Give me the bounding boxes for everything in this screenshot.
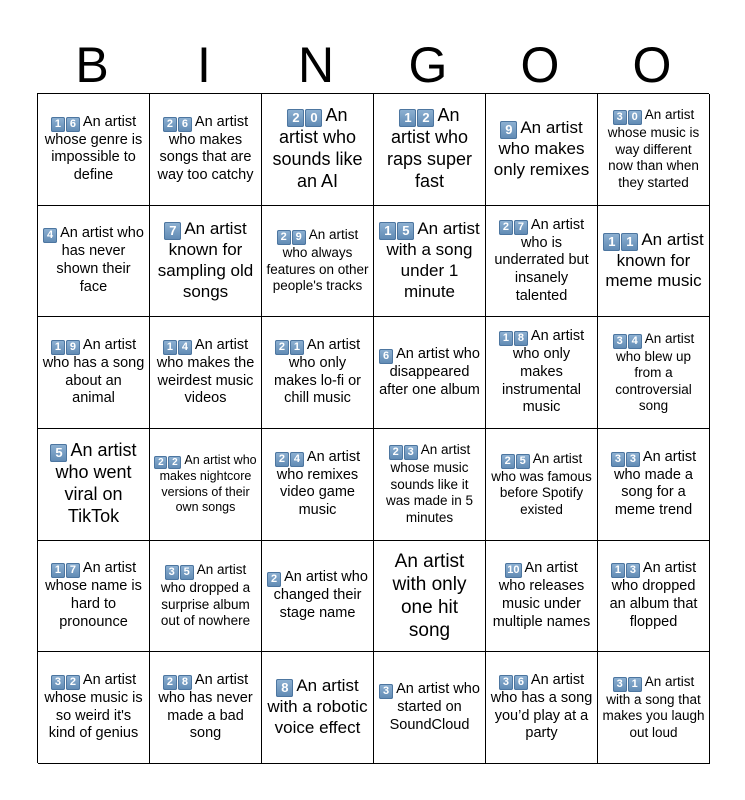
keycap-digit-icon: 1 — [51, 563, 65, 578]
cell-text: An artist who makes nightcore versions of their own songs — [159, 453, 257, 514]
number-keycap-icon — [499, 328, 529, 344]
bingo-cell[interactable] — [486, 652, 598, 764]
keycap-digit-icon: 10 — [507, 564, 520, 577]
cell-text: An artist who was famous before Spotify existed — [491, 450, 592, 517]
number-keycap-icon — [51, 114, 81, 130]
header-letter-i: I — [197, 37, 213, 93]
keycap-digit-icon: 2 — [287, 109, 304, 127]
keycap-digit-icon: 3 — [379, 684, 393, 699]
header-letter-o: O — [520, 37, 562, 93]
keycap-digit-icon: 2 — [389, 445, 403, 460]
keycap-digit-icon: 6 — [379, 349, 393, 364]
keycap-digit-icon: 3 — [613, 677, 627, 692]
keycap-digit-icon: 1 — [163, 340, 177, 355]
number-keycap-icon — [50, 440, 68, 460]
cell-text: An artist who raps super fast — [386, 105, 473, 192]
cell-text: An artist whose genre is impossible to define — [44, 113, 143, 184]
cell-text: An artist who made a song for a meme trend — [614, 448, 697, 519]
cell-text: An artist who started on SoundCloud — [389, 680, 480, 733]
keycap-digit-icon: 0 — [628, 110, 642, 125]
number-keycap-icon — [379, 681, 394, 697]
number-keycap-icon — [499, 672, 529, 688]
keycap-digit-icon: 6 — [66, 117, 80, 132]
keycap-digit-icon: 3 — [626, 563, 640, 578]
bingo-cell[interactable] — [374, 429, 486, 541]
keycap-digit-icon: 2 — [163, 117, 177, 132]
bingo-cell[interactable] — [486, 429, 598, 541]
number-keycap-icon — [499, 217, 529, 233]
bingo-board — [37, 93, 709, 763]
keycap-digit-icon: 3 — [613, 110, 627, 125]
keycap-digit-icon: 1 — [621, 233, 638, 251]
cell-text: An artist who changed their stage name — [273, 569, 368, 621]
bingo-cell[interactable] — [598, 206, 710, 318]
cell-text: An artist who always features on other people's tracks — [266, 227, 369, 294]
number-keycap-icon — [501, 451, 531, 466]
number-keycap-icon — [164, 219, 182, 238]
bingo-cell[interactable] — [262, 317, 374, 429]
keycap-digit-icon: 1 — [51, 117, 65, 132]
bingo-cell[interactable] — [486, 541, 598, 653]
cell-text: An artist who is underrated but insanely talented — [494, 216, 589, 304]
cell-text: An artist who releases music under multiple names — [492, 560, 591, 630]
keycap-digit-icon: 4 — [178, 340, 192, 355]
bingo-cell[interactable] — [486, 94, 598, 206]
keycap-digit-icon: 4 — [628, 334, 642, 349]
keycap-digit-icon: 1 — [611, 563, 625, 578]
cell-text: An artist with a song under 1 minute — [386, 219, 480, 301]
cell-text: An artist who sounds like an AI — [272, 105, 363, 192]
keycap-digit-icon: 4 — [43, 228, 57, 243]
keycap-digit-icon: 2 — [417, 109, 434, 127]
keycap-digit-icon: 1 — [499, 331, 513, 346]
keycap-digit-icon: 9 — [66, 340, 80, 355]
keycap-digit-icon: 6 — [514, 675, 528, 690]
bingo-cell[interactable] — [598, 652, 710, 764]
bingo-cell[interactable] — [262, 652, 374, 764]
bingo-cell[interactable] — [598, 94, 710, 206]
number-keycap-icon — [287, 105, 323, 125]
cell-text: An artist who disappeared after one album — [379, 345, 480, 398]
number-keycap-icon — [500, 118, 518, 137]
keycap-digit-icon: 3 — [165, 565, 179, 580]
bingo-cell[interactable] — [150, 541, 262, 653]
bingo-cell[interactable] — [150, 206, 262, 318]
bingo-header — [37, 36, 709, 94]
number-keycap-icon — [389, 442, 419, 457]
cell-text: An artist with only one hit song — [392, 550, 467, 642]
keycap-digit-icon: 5 — [180, 565, 194, 580]
keycap-digit-icon: 5 — [397, 222, 414, 240]
keycap-digit-icon: 3 — [611, 452, 625, 467]
number-keycap-icon — [611, 560, 641, 576]
keycap-digit-icon: 1 — [628, 677, 642, 692]
number-keycap-icon — [51, 337, 81, 353]
bingo-cell[interactable] — [486, 206, 598, 318]
keycap-digit-icon: 5 — [516, 454, 530, 469]
number-keycap-icon — [505, 560, 522, 576]
cell-text: An artist whose music is way different now than when they started — [607, 107, 700, 190]
bingo-cell[interactable] — [374, 541, 486, 653]
cell-text: An artist who went viral on TikTok — [55, 440, 137, 527]
keycap-digit-icon: 4 — [290, 452, 304, 467]
cell-text: An artist who has a song you’d play at a party — [490, 672, 593, 742]
cell-text: An artist who makes the weirdest music videos — [156, 337, 255, 407]
bingo-cell[interactable] — [374, 652, 486, 764]
number-keycap-icon — [611, 449, 641, 465]
number-keycap-icon — [154, 453, 182, 467]
keycap-digit-icon: 8 — [514, 331, 528, 346]
cell-text: An artist whose music is so weird it's kind of genius — [44, 672, 143, 742]
keycap-digit-icon: 1 — [290, 340, 304, 355]
number-keycap-icon — [277, 227, 307, 242]
bingo-cell[interactable] — [38, 317, 150, 429]
number-keycap-icon — [163, 337, 193, 353]
keycap-digit-icon: 6 — [178, 117, 192, 132]
number-keycap-icon — [399, 105, 435, 125]
bingo-cell[interactable] — [262, 429, 374, 541]
bingo-cell[interactable] — [38, 429, 150, 541]
header-letter-b: B — [75, 37, 111, 93]
keycap-digit-icon: 2 — [275, 452, 289, 467]
number-keycap-icon — [163, 672, 193, 688]
keycap-digit-icon: 2 — [499, 220, 513, 235]
cell-text: An artist known for meme music — [605, 229, 704, 291]
number-keycap-icon — [613, 331, 643, 346]
bingo-cell[interactable] — [38, 541, 150, 653]
bingo-cell[interactable] — [374, 94, 486, 206]
keycap-digit-icon: 2 — [66, 675, 80, 690]
keycap-digit-icon: 5 — [50, 444, 67, 462]
number-keycap-icon — [276, 676, 294, 695]
cell-text: An artist who makes songs that are way too catchy — [157, 113, 254, 184]
cell-text: An artist who dropped a surprise album out of nowhere — [160, 562, 251, 629]
header-letter-n: N — [297, 37, 337, 93]
keycap-digit-icon: 3 — [613, 334, 627, 349]
cell-text: An artist who has never shown their face — [56, 225, 144, 295]
bingo-cell[interactable] — [150, 94, 262, 206]
keycap-digit-icon: 2 — [277, 230, 291, 245]
bingo-cell[interactable] — [38, 652, 150, 764]
keycap-digit-icon: 7 — [66, 563, 80, 578]
keycap-digit-icon: 2 — [501, 454, 515, 469]
number-keycap-icon — [613, 674, 643, 689]
bingo-cell[interactable] — [150, 429, 262, 541]
bingo-cell[interactable] — [598, 429, 710, 541]
number-keycap-icon — [267, 569, 282, 585]
number-keycap-icon — [51, 672, 81, 688]
bingo-cell[interactable] — [150, 652, 262, 764]
number-keycap-icon — [43, 225, 58, 241]
cell-text: An artist who has never made a bad song — [158, 672, 253, 742]
cell-text: An artist who blew up from a controversial song — [615, 330, 695, 414]
cell-text: An artist whose name is hard to pronounce — [45, 560, 142, 630]
header-letter-o2: O — [632, 37, 674, 93]
bingo-cell[interactable] — [598, 541, 710, 653]
keycap-digit-icon: 0 — [305, 109, 322, 127]
keycap-digit-icon: 2 — [267, 572, 281, 587]
keycap-digit-icon: 1 — [379, 222, 396, 240]
bingo-cell[interactable] — [262, 541, 374, 653]
cell-text: An artist known for sampling old songs — [157, 219, 254, 301]
number-keycap-icon — [163, 114, 193, 130]
cell-text: An artist who has a song about an animal — [42, 337, 145, 407]
number-keycap-icon — [275, 337, 305, 353]
keycap-digit-icon: 3 — [404, 445, 418, 460]
number-keycap-icon — [613, 107, 643, 122]
keycap-digit-icon: 2 — [168, 456, 181, 469]
keycap-digit-icon: 7 — [164, 222, 181, 240]
keycap-digit-icon: 7 — [514, 220, 528, 235]
cell-text: An artist who dropped an album that flopped — [609, 560, 698, 630]
number-keycap-icon — [275, 449, 305, 465]
bingo-cell[interactable] — [598, 317, 710, 429]
keycap-digit-icon: 8 — [178, 675, 192, 690]
keycap-digit-icon: 2 — [163, 675, 177, 690]
keycap-digit-icon: 9 — [292, 230, 306, 245]
keycap-digit-icon: 3 — [626, 452, 640, 467]
bingo-cell[interactable] — [486, 317, 598, 429]
bingo-cell[interactable] — [374, 317, 486, 429]
bingo-cell[interactable] — [150, 317, 262, 429]
bingo-cell[interactable] — [38, 206, 150, 318]
cell-text: An artist who remixes video game music — [276, 448, 361, 519]
keycap-digit-icon: 1 — [603, 233, 620, 251]
number-keycap-icon — [379, 219, 415, 238]
cell-text: An artist who makes only remixes — [493, 118, 590, 179]
cell-text: An artist who only makes lo-fi or chill music — [273, 337, 362, 407]
keycap-digit-icon: 1 — [51, 340, 65, 355]
cell-text: An artist who only makes instrumental music — [502, 328, 585, 416]
keycap-digit-icon: 3 — [51, 675, 65, 690]
header-letter-g: G — [408, 37, 450, 93]
number-keycap-icon — [379, 346, 394, 362]
bingo-cell[interactable] — [38, 94, 150, 206]
cell-text: An artist with a robotic voice effect — [267, 676, 368, 738]
keycap-digit-icon: 3 — [499, 675, 513, 690]
keycap-digit-icon: 1 — [399, 109, 416, 127]
number-keycap-icon — [51, 560, 81, 576]
keycap-digit-icon: 2 — [154, 456, 167, 469]
cell-text: An artist with a song that makes you laugh out loud — [602, 673, 705, 740]
number-keycap-icon — [603, 230, 639, 249]
number-keycap-icon — [165, 562, 195, 577]
bingo-cell[interactable] — [262, 94, 374, 206]
bingo-cell[interactable] — [262, 206, 374, 318]
bingo-cell[interactable] — [374, 206, 486, 318]
cell-text: An artist whose music sounds like it was made in 5 minutes — [385, 442, 474, 525]
keycap-digit-icon: 8 — [276, 679, 293, 697]
keycap-digit-icon: 2 — [275, 340, 289, 355]
keycap-digit-icon: 9 — [500, 121, 517, 139]
